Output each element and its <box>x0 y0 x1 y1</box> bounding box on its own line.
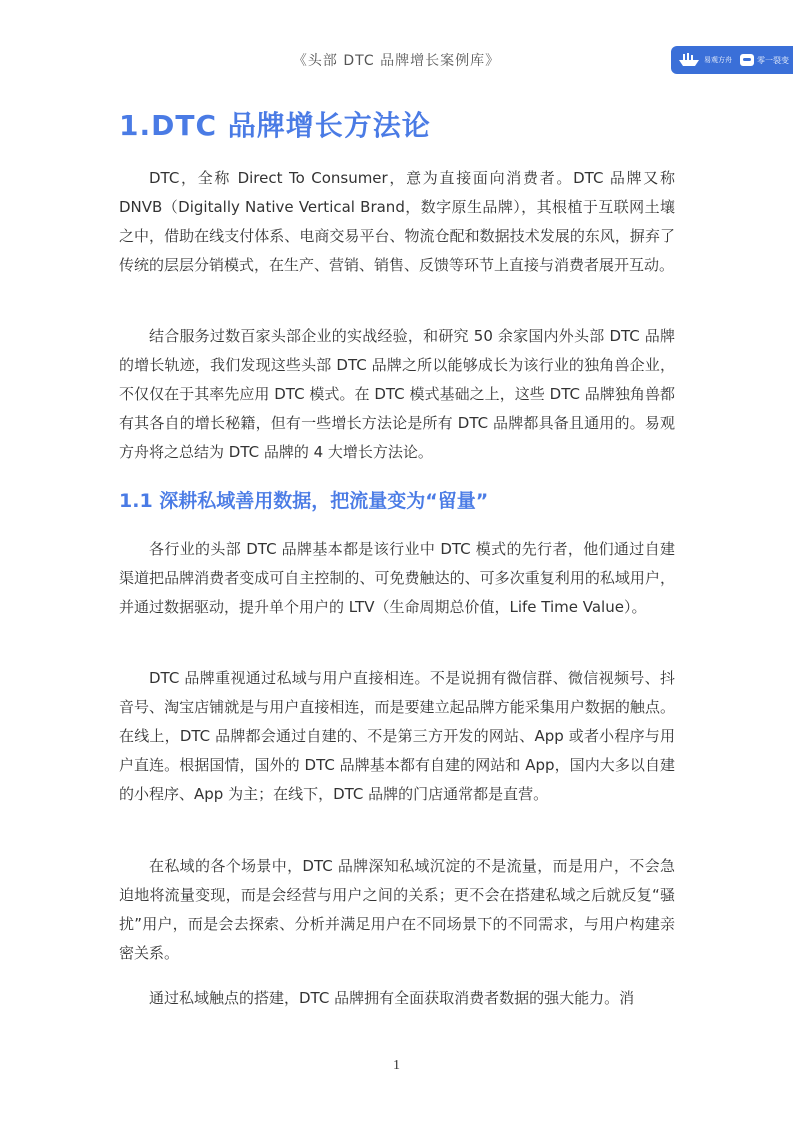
page-header-title: 《头部 DTC 品牌增长案例库》 <box>292 53 501 69</box>
brand-logo <box>671 46 793 74</box>
paragraph: DTC，全称 Direct To Consumer，意为直接面向消费者。DTC 品牌又称 DNVB（Digitally Native Vertical Brand，数字原生品牌），其根植于互联网土壤之中，借助在线支付体系、电商交易平台、物流仓配和数据技术发展的东风，摒弃了传统的层层分销模式，在生产、营销、销售、反馈等环节上直接与消费者展开互动。 <box>119 169 675 274</box>
paragraph: DTC 品牌重视通过私域与用户直接相连。不是说拥有微信群、微信视频号、抖音号、淘宝店铺就是与用户直接相连，而是要建立起品牌方能采集用户数据的触点。在线上，DTC 品牌都会通过自建的、不是第三方开发的网站、App 或者小程序与用户直连。根据国情，国外的 DTC 品牌基本都有自建的网站和 App，国内大多以自建的小程序、App 为主；在线下，DTC 品牌的门店通常都是直营。 <box>119 669 675 803</box>
paragraph: 通过私域触点的搭建，DTC 品牌拥有全面获取消费者数据的强大能力。消 <box>149 989 635 1007</box>
logo-text-lingyi: 零一裂变 <box>757 55 789 65</box>
subsection-title: 1.1 深耕私域善用数据，把流量变为“留量” <box>119 490 489 512</box>
paragraph: 在私域的各个场景中，DTC 品牌深知私域沉淀的不是流量，而是用户，不会急迫地将流量变现，而是会经营与用户之间的关系；更不会在搭建私域之后就反复“骚扰”用户，而是会去探索、分析并满足用户在不同场景下的不同需求，与用户构建亲密关系。 <box>119 857 675 962</box>
paragraph: 各行业的头部 DTC 品牌基本都是该行业中 DTC 模式的先行者，他们通过自建渠道把品牌消费者变成可自主控制的、可免费触达的、可多次重复利用的私域用户，并通过数据驱动，提升单个用户的 LTV（生命周期总价值，Life Time Value）。 <box>119 540 675 616</box>
logo-text-yiguan: 易观方舟 <box>704 56 732 64</box>
page-number: 1 <box>393 1058 400 1073</box>
paragraph: 结合服务过数百家头部企业的实战经验，和研究 50 余家国内外头部 DTC 品牌的增长轨迹，我们发现这些头部 DTC 品牌之所以能够成长为该行业的独角兽企业，不仅仅在于其率先应用 DTC 模式。在 DTC 模式基础之上，这些 DTC 品牌独角兽都有其各自的增长秘籍，但有一些增长方法论是所有 DTC 品牌都具备且通用的。易观方舟将之总结为 DTC 品牌的 4 大增长方法论。 <box>119 327 675 461</box>
robot-logo-icon <box>740 54 754 66</box>
boat-logo-icon <box>678 52 700 68</box>
section-title: 1.DTC 品牌增长方法论 <box>119 109 431 142</box>
